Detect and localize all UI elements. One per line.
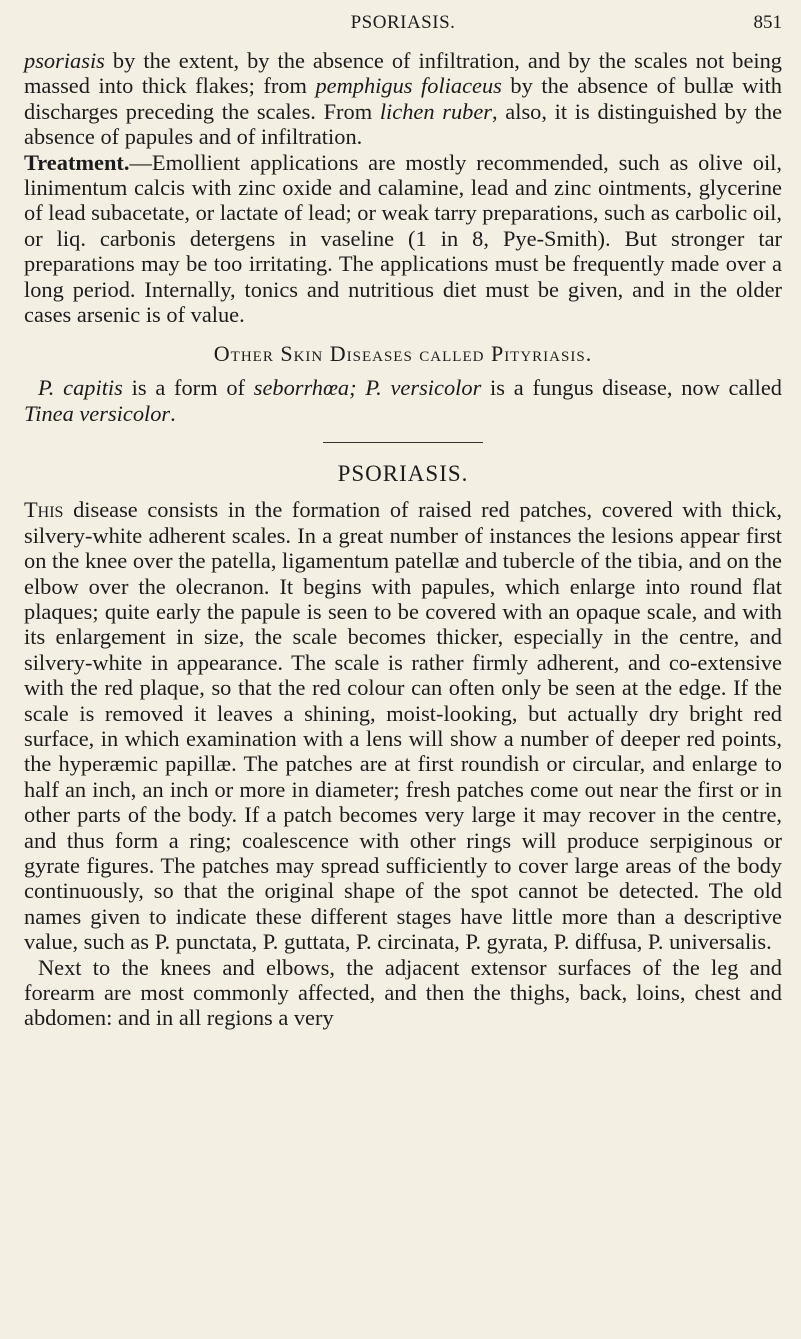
pityriasis-text-1: is a form of bbox=[122, 375, 254, 401]
para1-text-1: by the extent, by the absence of infiltration, and by the scales not being massed into thick flakes; from bbox=[24, 48, 782, 99]
treatment-heading: Treatment. bbox=[24, 149, 130, 175]
psoriasis-description-text: disease consists in the formation of raised red patches, covered with thick, silvery-white adherent scales. In a great number of instances the lesions appear first on the knee over the patella, ligamentum patellæ and tubercle of the tibia, and on the elbow over the olecranon. It begins with papules, which enlarge into round flat plaques; quite early the papule is seen to be covered with an opaque scale, and with its enlargement in size, the scale becomes thicker, especially in the centre, and silvery-white in appearance. The scale is rather firmly adherent, and co-extensive with the red plaque, so that the red colour can often only be seen at the edge. If the scale is removed it leaves a shining, moist-looking, but actually dry bright red surface, in which examination with a lens will show a number of deeper red points, the hyperæmic papillæ. The patches are at first roundish or circular, and enlarge to half an inch, an inch or more in diameter; fresh patches come out near the first or in other parts of the body. If a patch becomes very large it may recover in the centre, and thus form a ring; coalescence with other rings will produce serpiginous or gyrate figures. The patches may spread sufficiently to cover large areas of the body continuously, so that the original shape of the spot cannot be detected. The old names given to indicate these different stages have little more than a descriptive value, such as P. punctata, P. guttata, P. circinata, P. gyrata, P. diffusa, P. universalis. bbox=[24, 497, 782, 955]
para1-text-3: , also, it is distinguished by the absence of papules and of infiltration. bbox=[24, 98, 783, 150]
term-lichen-ruber: lichen ruber bbox=[379, 98, 492, 124]
pityriasis-paragraph bbox=[24, 375, 782, 426]
treatment-paragraph bbox=[24, 150, 782, 328]
chapter-title: PSORIASIS. bbox=[337, 461, 469, 487]
running-header bbox=[24, 8, 782, 48]
treatment-text: —Emollient applications are mostly recommended, such as olive oil, linimentum calcis with zinc oxide and calamine, lead and zinc ointments, glycerine of lead subacetate, or lactate of lead; or weak tarry preparations, such as carbolic oil, or liq. carbonis detergens in vaseline (1 in 8, Pye-Smith). But stronger tar preparations may be too irritating. The applications must be frequently made over a long period. Internally, tonics and nutritious diet must be given, and in the older cases arsenic is of value. bbox=[24, 149, 782, 328]
term-p-capitis: P. capitis bbox=[38, 375, 123, 401]
pityriasis-section-heading: Other Skin Diseases called Pityriasis. bbox=[213, 341, 593, 367]
psoriasis-diagnosis-paragraph bbox=[24, 48, 782, 150]
term-psoriasis: psoriasis bbox=[24, 48, 105, 73]
psoriasis-description-paragraph bbox=[24, 497, 782, 954]
running-title: PSORIASIS. bbox=[350, 12, 456, 33]
lead-word: This bbox=[24, 497, 64, 523]
distribution-paragraph bbox=[24, 955, 782, 1031]
para1-text-2: by the absence of bullæ with discharges preceding the scales. From bbox=[24, 73, 782, 124]
section-divider bbox=[323, 442, 483, 443]
term-tinea-versicolor: Tinea versicolor bbox=[24, 400, 171, 426]
distribution-text: Next to the knees and elbows, the adjacent extensor surfaces of the leg and forearm are most commonly affected, and then the thighs, back, loins, chest and abdomen: and in all regions a very bbox=[24, 954, 782, 1031]
pityriasis-text-2: is a fungus disease, now called bbox=[481, 375, 782, 401]
pityriasis-text-3: . bbox=[170, 400, 176, 426]
term-seborrhoea-versicolor: seborrhœa; P. versicolor bbox=[253, 375, 482, 401]
book-page bbox=[24, 8, 782, 1328]
page-number: 851 bbox=[753, 12, 782, 33]
term-pemphigus-foliaceus: pemphigus foliaceus bbox=[315, 73, 502, 99]
